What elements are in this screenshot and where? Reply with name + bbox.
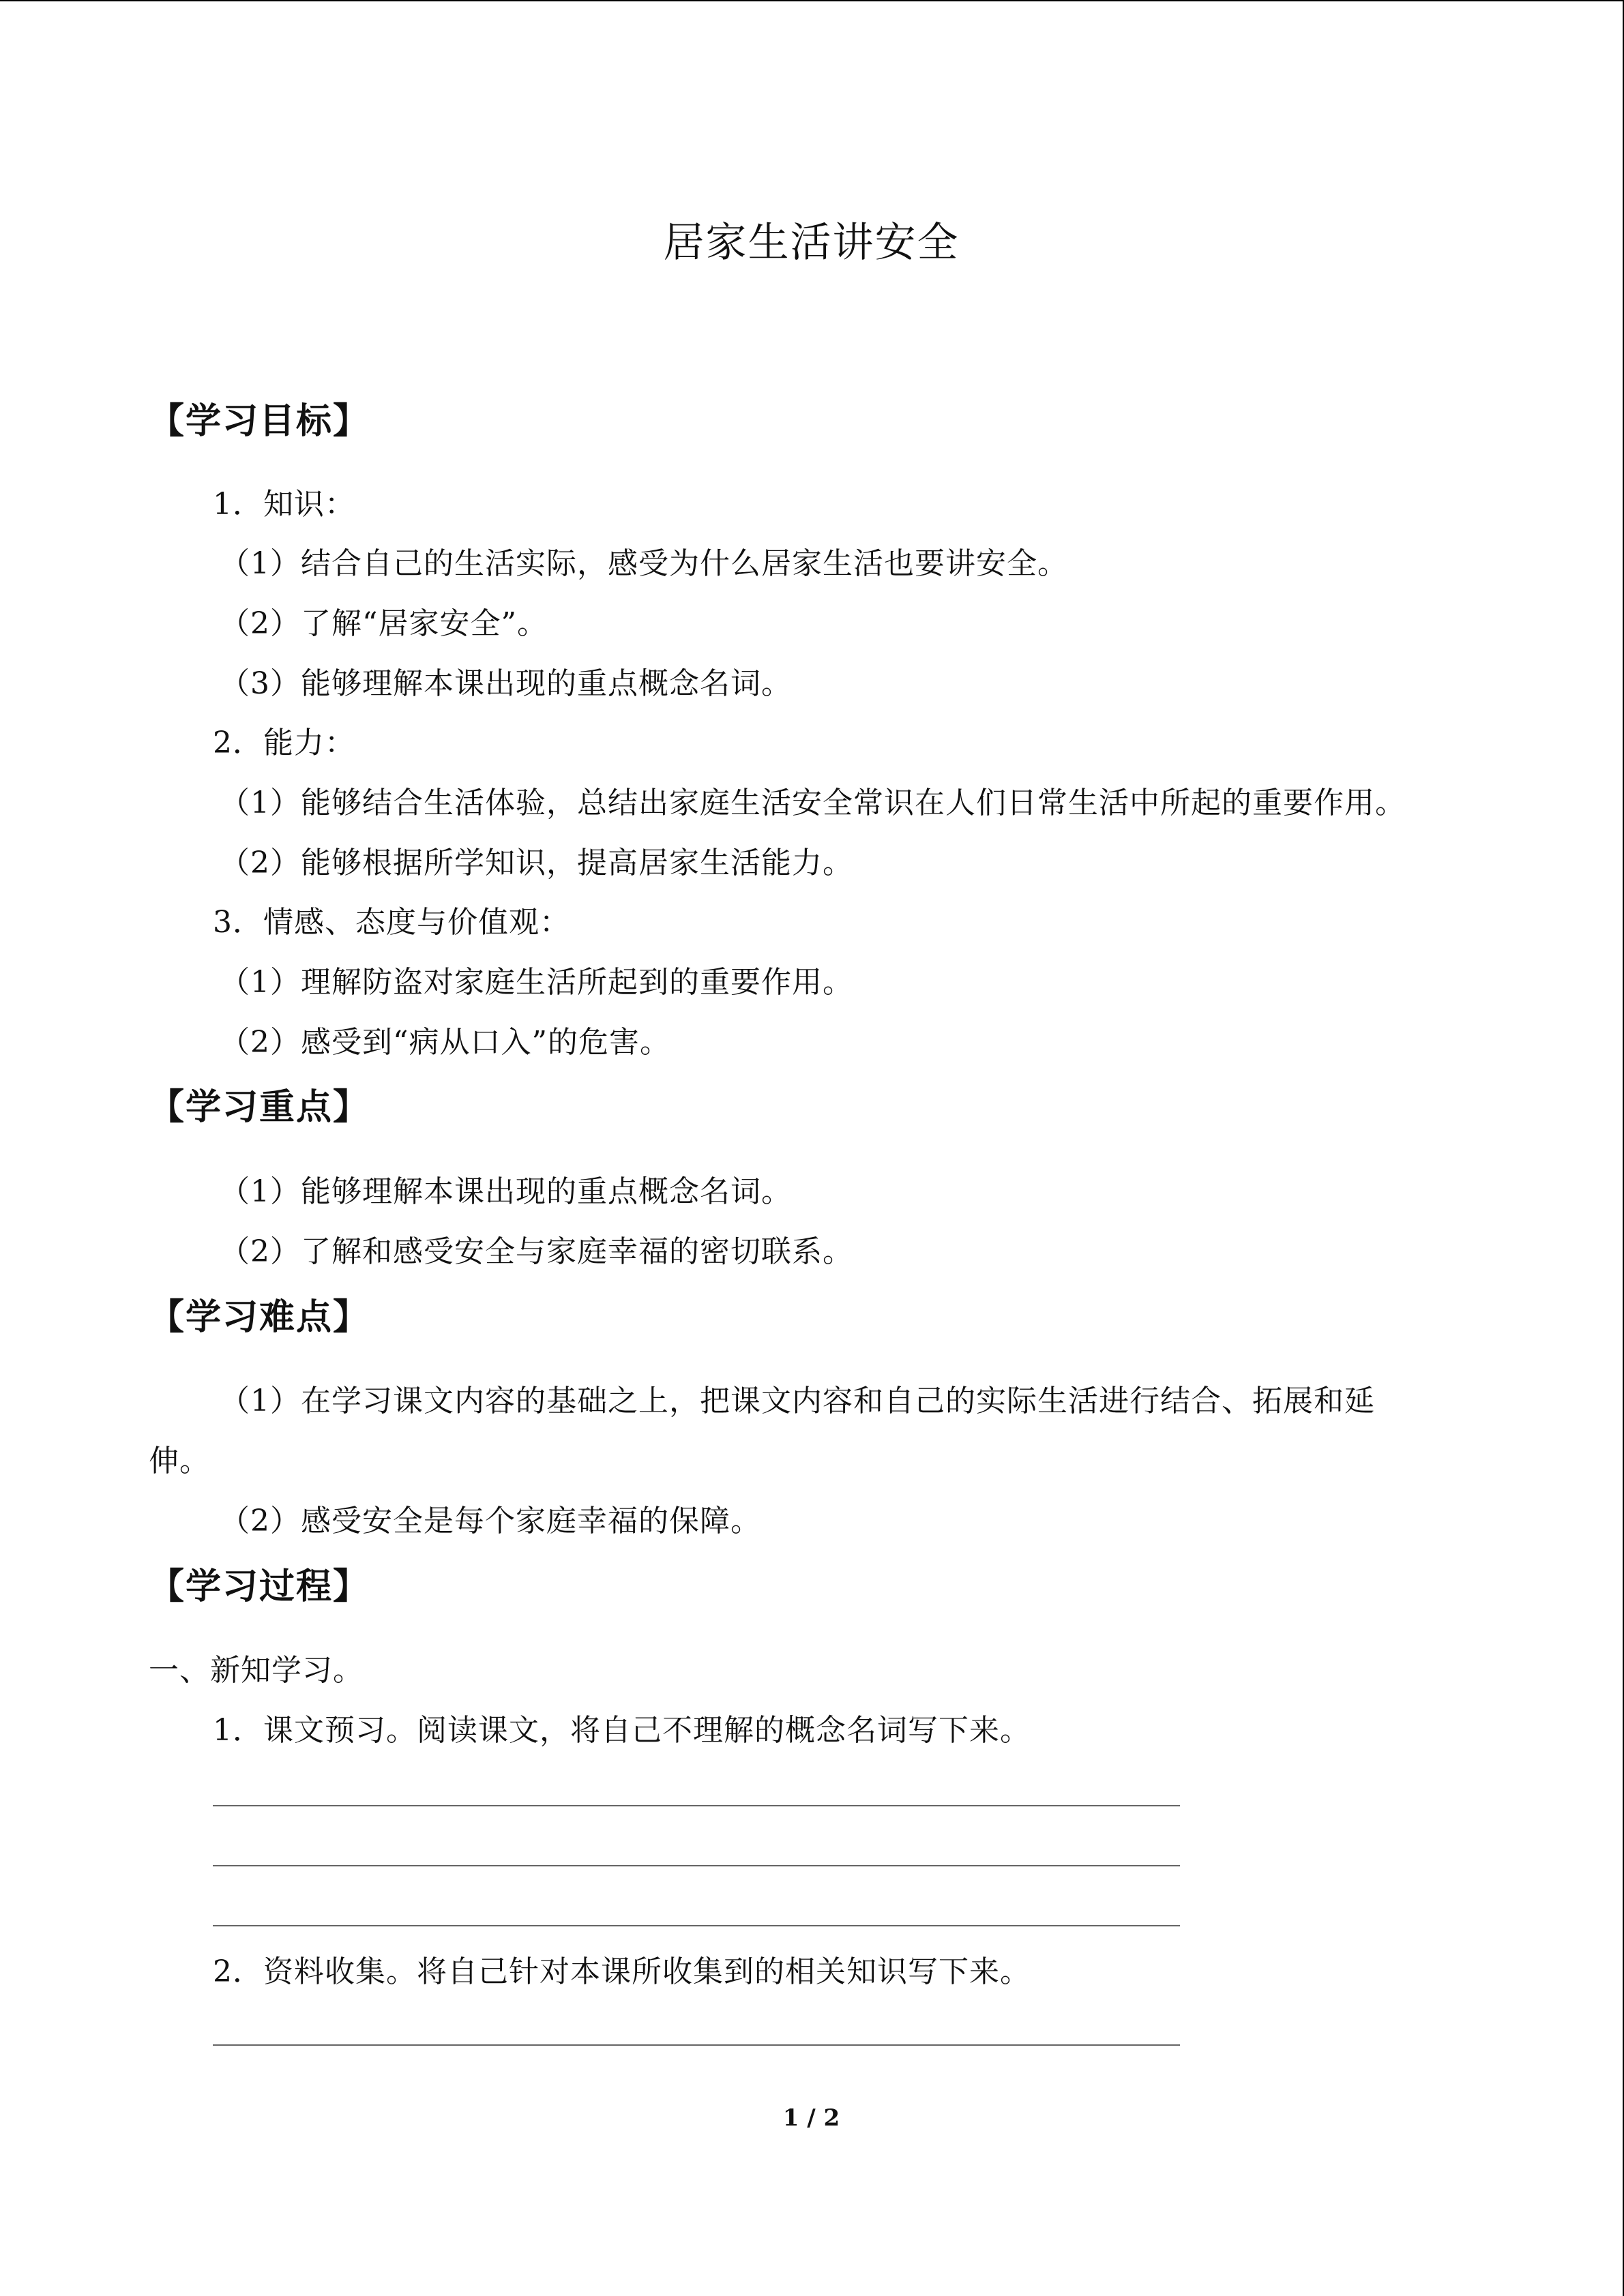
objective-line: （2）能够根据所学知识，提高居家生活能力。 xyxy=(220,846,853,880)
section-heading-difficulties: 【学习难点】 xyxy=(149,1297,370,1338)
section-heading-objectives: 【学习目标】 xyxy=(149,401,370,442)
process-line: 一、新知学习。 xyxy=(149,1653,364,1688)
objective-line: 2．能力： xyxy=(213,726,355,760)
difficulty-line: （2）感受安全是每个家庭幸福的保障。 xyxy=(220,1504,761,1538)
objective-line: 1．知识： xyxy=(213,487,355,522)
answer-blank-line[interactable] xyxy=(213,2044,1180,2046)
objective-line: （1）理解防盗对家庭生活所起到的重要作用。 xyxy=(220,965,853,1000)
section-heading-key-points: 【学习重点】 xyxy=(149,1087,370,1128)
objective-line: 3．情感、态度与价值观： xyxy=(213,905,570,940)
objective-line: （2）了解“居家安全”。 xyxy=(220,606,548,641)
answer-blank-line[interactable] xyxy=(213,1925,1180,1926)
key-point-line: （1）能够理解本课出现的重点概念名词。 xyxy=(220,1174,792,1209)
objective-line: （3）能够理解本课出现的重点概念名词。 xyxy=(220,666,792,701)
page-number: 1 / 2 xyxy=(782,2104,840,2132)
process-line: 2．资料收集。将自己针对本课所收集到的相关知识写下来。 xyxy=(213,1954,1031,1989)
answer-blank-line[interactable] xyxy=(213,1865,1180,1866)
difficulty-line: （1）在学习课文内容的基础之上，把课文内容和自己的实际生活进行结合、拓展和延 xyxy=(220,1384,1375,1418)
process-line: 1．课文预习。阅读课文，将自己不理解的概念名词写下来。 xyxy=(213,1713,1031,1748)
answer-blank-line[interactable] xyxy=(213,1805,1180,1806)
objective-line: （2）感受到“病从口入”的危害。 xyxy=(220,1025,670,1060)
objective-line: （1）结合自己的生活实际，感受为什么居家生活也要讲安全。 xyxy=(220,546,1068,581)
section-heading-process: 【学习过程】 xyxy=(149,1566,370,1607)
objective-line: （1）能够结合生活体验，总结出家庭生活安全常识在人们日常生活中所起的重要作用。 xyxy=(220,786,1406,820)
key-point-line: （2）了解和感受安全与家庭幸福的密切联系。 xyxy=(220,1234,853,1269)
difficulty-line: 伸。 xyxy=(149,1444,210,1478)
document-title: 居家生活讲安全 xyxy=(663,219,960,267)
